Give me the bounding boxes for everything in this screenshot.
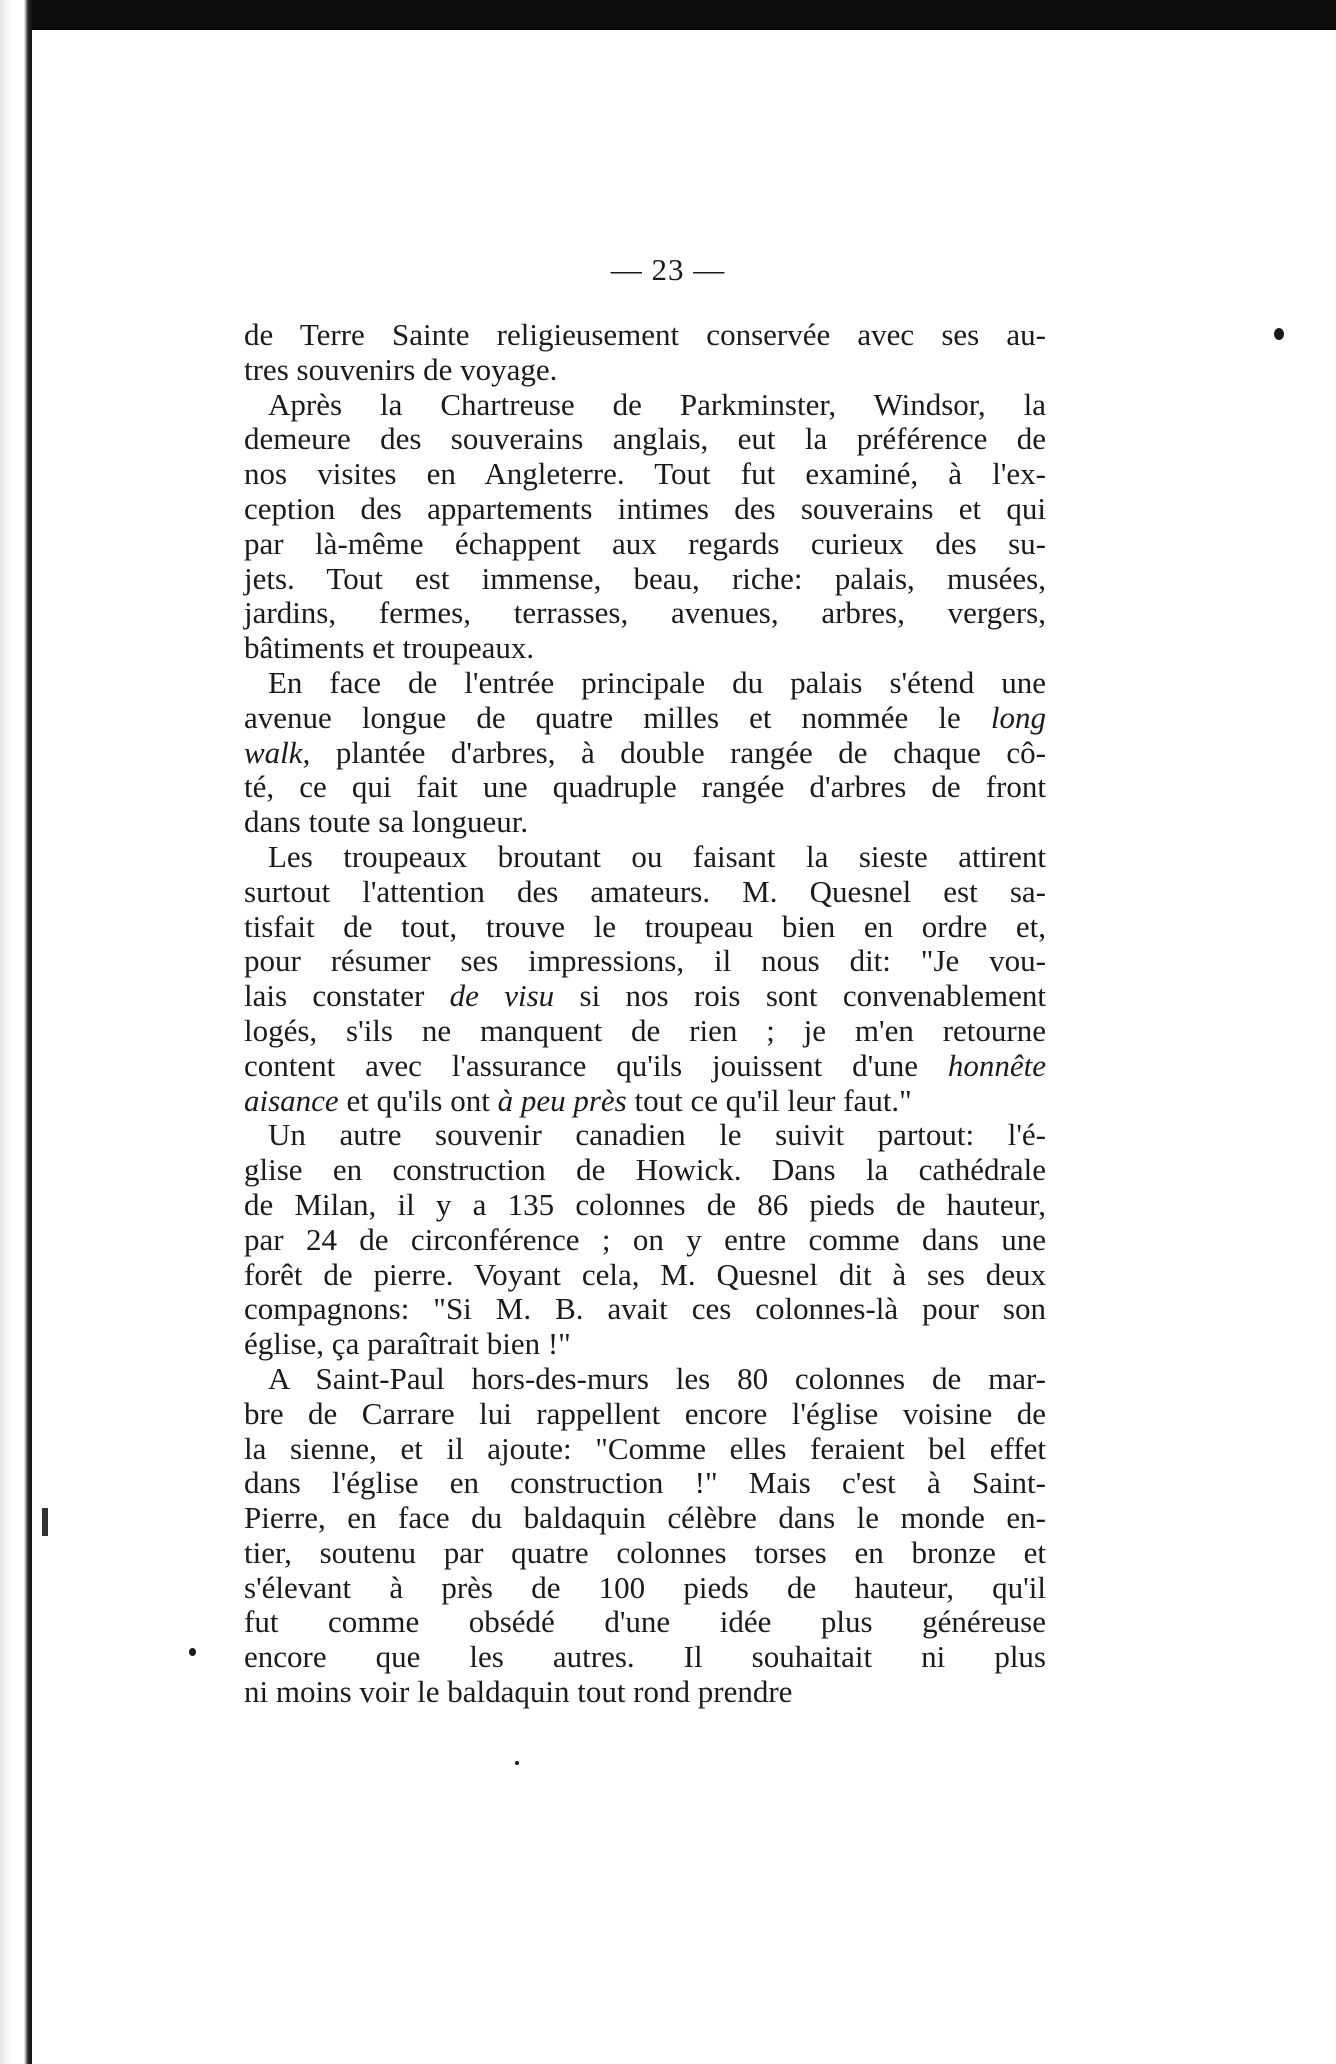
text-segment: par là-même échappent aux regards curieux des su-: [244, 525, 1046, 561]
text-segment: de Terre Sainte religieusement conservée avec ses au-: [244, 317, 1046, 352]
text-line: [244, 1084, 1046, 1119]
text-segment: A Saint-Paul hors-des-murs les 80 colonnes de mar-: [268, 1360, 1046, 1396]
text-segment: tres souvenirs de voyage.: [244, 351, 558, 387]
text-line: [244, 1362, 1046, 1397]
text-line: [244, 666, 1046, 701]
text-segment: la sienne, et il ajoute: "Comme elles feraient bel effet: [244, 1430, 1046, 1466]
text-line: [244, 562, 1046, 597]
text-line: [244, 1501, 1046, 1536]
text-segment: En face de l'entrée principale du palais s'étend une: [268, 664, 1046, 700]
text-segment: dans toute sa longueur.: [244, 804, 529, 840]
text-line: [244, 770, 1046, 805]
text-line: [244, 1118, 1046, 1153]
text-segment: surtout l'attention des amateurs. M. Quesnel est sa-: [244, 873, 1046, 909]
text-segment: bâtiments et troupeaux.: [244, 630, 535, 666]
text-segment: Pierre, en face du baldaquin célèbre dans le monde en-: [244, 1500, 1046, 1536]
text-segment: église, ça paraîtrait bien !": [244, 1326, 571, 1362]
text-segment: dans l'église en construction !" Mais c'est à Saint-: [244, 1465, 1046, 1501]
text-segment: pour résumer ses impressions, il nous dit: "Je vou-: [244, 943, 1046, 979]
text-segment: Les troupeaux broutant ou faisant la sieste attirent: [268, 838, 1046, 874]
text-line: [244, 1258, 1046, 1293]
text-line: [244, 910, 1046, 945]
text-segment: et qu'ils ont: [338, 1082, 498, 1118]
text-segment: de Milan, il y a 135 colonnes de 86 pieds de hauteur,: [244, 1186, 1046, 1222]
text-line: [244, 875, 1046, 910]
text-line: [244, 1327, 1046, 1362]
text-line: [244, 701, 1046, 736]
text-line: [244, 840, 1046, 875]
text-line: [244, 492, 1046, 527]
text-line: [244, 1397, 1046, 1432]
page-number: — 23 —: [610, 252, 726, 287]
text-line: [244, 1536, 1046, 1571]
text-segment: forêt de pierre. Voyant cela, M. Quesnel dit à ses deux: [244, 1256, 1046, 1292]
ink-speck: [515, 1761, 519, 1765]
text-line: [244, 1292, 1046, 1327]
italic-segment: à peu près: [497, 1082, 627, 1118]
text-segment: encore que les autres. Il souhaitait ni plus: [244, 1639, 1046, 1675]
text-segment: glise en construction de Howick. Dans la cathédrale: [244, 1152, 1046, 1188]
text-segment: , plantée d'arbres, à double rangée de chaque cô-: [302, 734, 1046, 770]
text-segment: Un autre souvenir canadien le suivit partout: l'é-: [268, 1117, 1046, 1153]
text-line: [244, 1571, 1046, 1606]
text-line: [244, 422, 1046, 457]
text-segment: ception des appartements intimes des souverains et qui: [244, 490, 1046, 526]
text-segment: compagnons: "Si M. B. avait ces colonnes-là pour son: [244, 1291, 1046, 1327]
text-segment: lais constater: [244, 978, 450, 1014]
binding-mark: [42, 1508, 48, 1536]
text-line: [244, 1223, 1046, 1258]
italic-segment: long: [990, 699, 1046, 735]
italic-segment: walk: [244, 734, 303, 770]
text-segment: tisfait de tout, trouve le troupeau bien en ordre et,: [244, 908, 1046, 944]
text-segment: avenue longue de quatre milles et nommée le: [244, 699, 991, 735]
italic-segment: de visu: [449, 978, 555, 1014]
text-line: [244, 1675, 1046, 1710]
text-segment: té, ce qui fait une quadruple rangée d'arbres de front: [244, 769, 1046, 805]
text-segment: logés, s'ils ne manquent de rien ; je m'en retourne: [244, 1012, 1046, 1048]
text-line: [244, 944, 1046, 979]
text-line: [244, 805, 1046, 840]
text-segment: Après la Chartreuse de Parkminster, Windsor, la: [268, 386, 1046, 422]
body-text: [244, 318, 1046, 1710]
text-segment: tout ce qu'il leur faut.": [626, 1082, 912, 1118]
scan-left-edge: [0, 0, 32, 2064]
text-line: [244, 527, 1046, 562]
ink-speck: [1274, 328, 1284, 340]
text-segment: par 24 de circonférence ; on y entre comme dans une: [244, 1221, 1046, 1257]
text-line: [244, 1466, 1046, 1501]
text-line: [244, 631, 1046, 666]
text-segment: jets. Tout est immense, beau, riche: palais, musées,: [244, 560, 1046, 596]
text-segment: si nos rois sont convenablement: [554, 978, 1046, 1014]
italic-segment: honnête: [947, 1047, 1046, 1083]
text-segment: s'élevant à près de 100 pieds de hauteur, qu'il: [244, 1569, 1046, 1605]
text-line: [244, 318, 1046, 353]
text-line: [244, 736, 1046, 771]
text-line: [244, 1605, 1046, 1640]
text-line: [244, 596, 1046, 631]
text-line: [244, 457, 1046, 492]
text-line: [244, 353, 1046, 388]
text-segment: tier, soutenu par quatre colonnes torses en bronze et: [244, 1534, 1046, 1570]
text-segment: jardins, fermes, terrasses, avenues, arbres, vergers,: [244, 595, 1046, 631]
text-segment: fut comme obsédé d'une idée plus généreuse: [244, 1604, 1046, 1640]
italic-segment: aisance: [244, 1082, 339, 1118]
text-line: [244, 1188, 1046, 1223]
text-line: [244, 1432, 1046, 1467]
text-segment: demeure des souverains anglais, eut la préférence de: [244, 421, 1046, 457]
text-line: [244, 1153, 1046, 1188]
text-line: [244, 1640, 1046, 1675]
text-line: [244, 1049, 1046, 1084]
text-segment: bre de Carrare lui rappellent encore l'église voisine de: [244, 1395, 1046, 1431]
text-segment: nos visites en Angleterre. Tout fut examiné, à l'ex-: [244, 456, 1046, 492]
text-segment: ni moins voir le baldaquin tout rond prendre: [244, 1674, 793, 1710]
text-segment: content avec l'assurance qu'ils jouissent d'une: [244, 1047, 948, 1083]
ink-speck: [189, 1648, 196, 1656]
text-line: [244, 388, 1046, 423]
text-line: [244, 1014, 1046, 1049]
text-line: [244, 979, 1046, 1014]
